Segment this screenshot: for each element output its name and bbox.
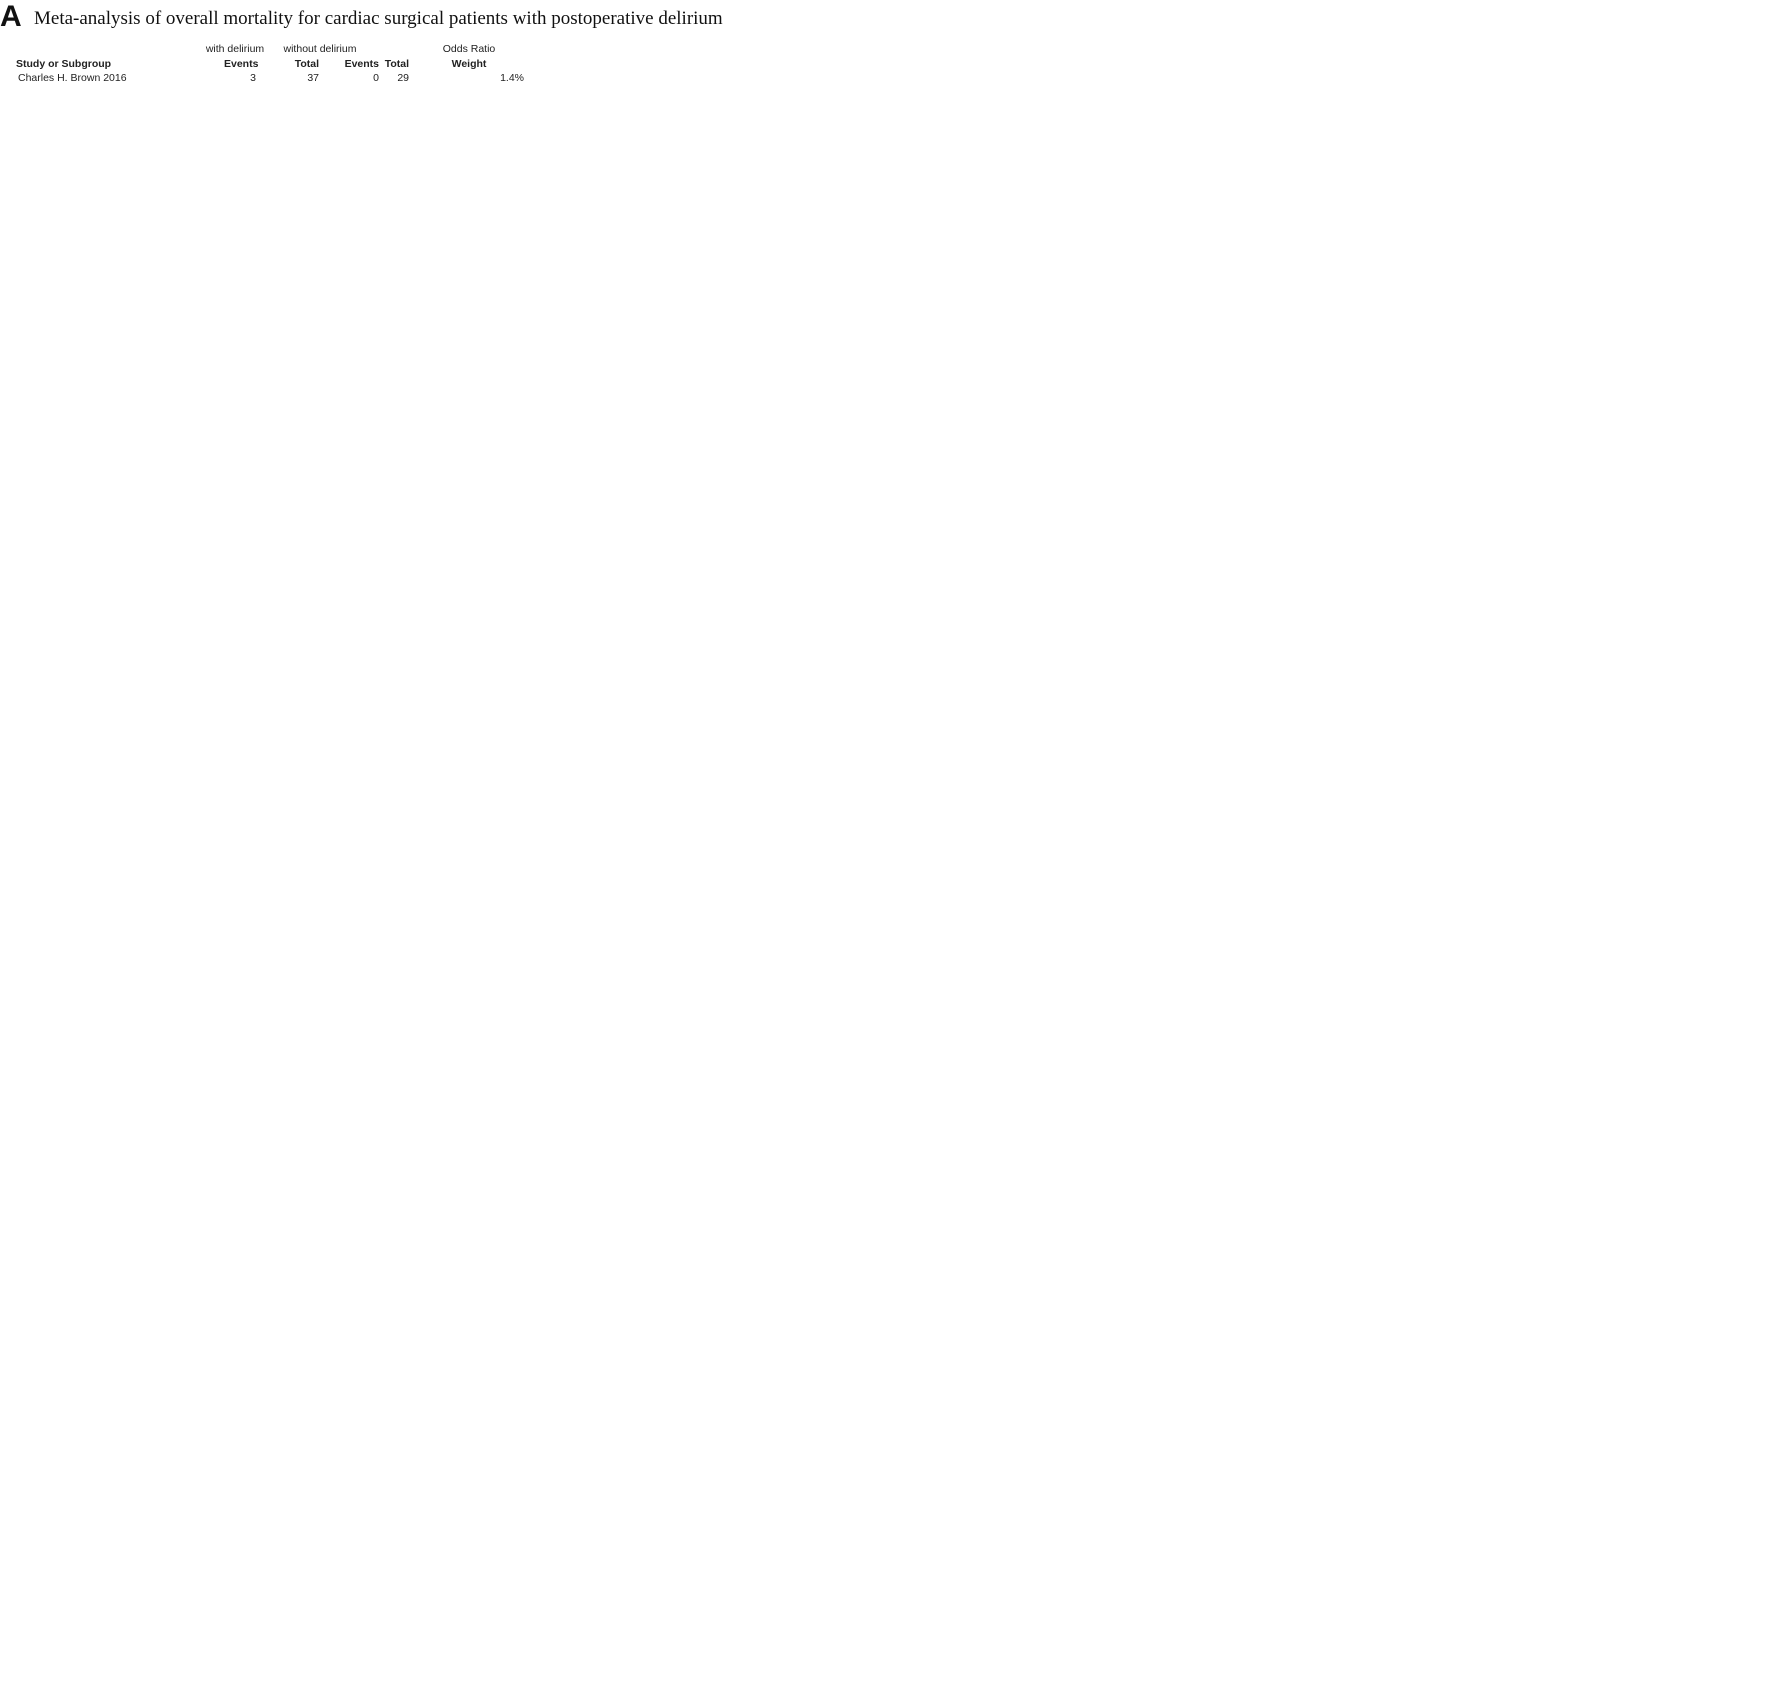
cell-value: 3 (250, 72, 256, 84)
group-header: Odds Ratio (442, 43, 496, 55)
cell-value: 37 (307, 72, 319, 84)
table-row (14, 71, 764, 86)
column-header: Total (294, 57, 319, 70)
group-header: without delirium (283, 43, 357, 55)
group-header: with delirium (205, 43, 265, 55)
forest-table (14, 42, 764, 86)
cell-value: 29 (397, 72, 409, 84)
table-row (14, 42, 764, 57)
panel-letter: A (0, 0, 22, 33)
table-row (14, 57, 764, 72)
cell-value: 0 (373, 72, 379, 84)
panel-title: Meta-analysis of overall mortality for cardiac surgical patients with postoperative delirium (34, 8, 723, 29)
column-header: Events (224, 57, 259, 70)
column-header: Events (344, 57, 379, 70)
column-header: Total (384, 57, 409, 70)
weight-value: 1.4% (500, 72, 524, 84)
column-header: Study or Subgroup (16, 57, 112, 70)
column-header: Weight (451, 57, 487, 70)
study-name: Charles H. Brown 2016 (18, 72, 127, 84)
